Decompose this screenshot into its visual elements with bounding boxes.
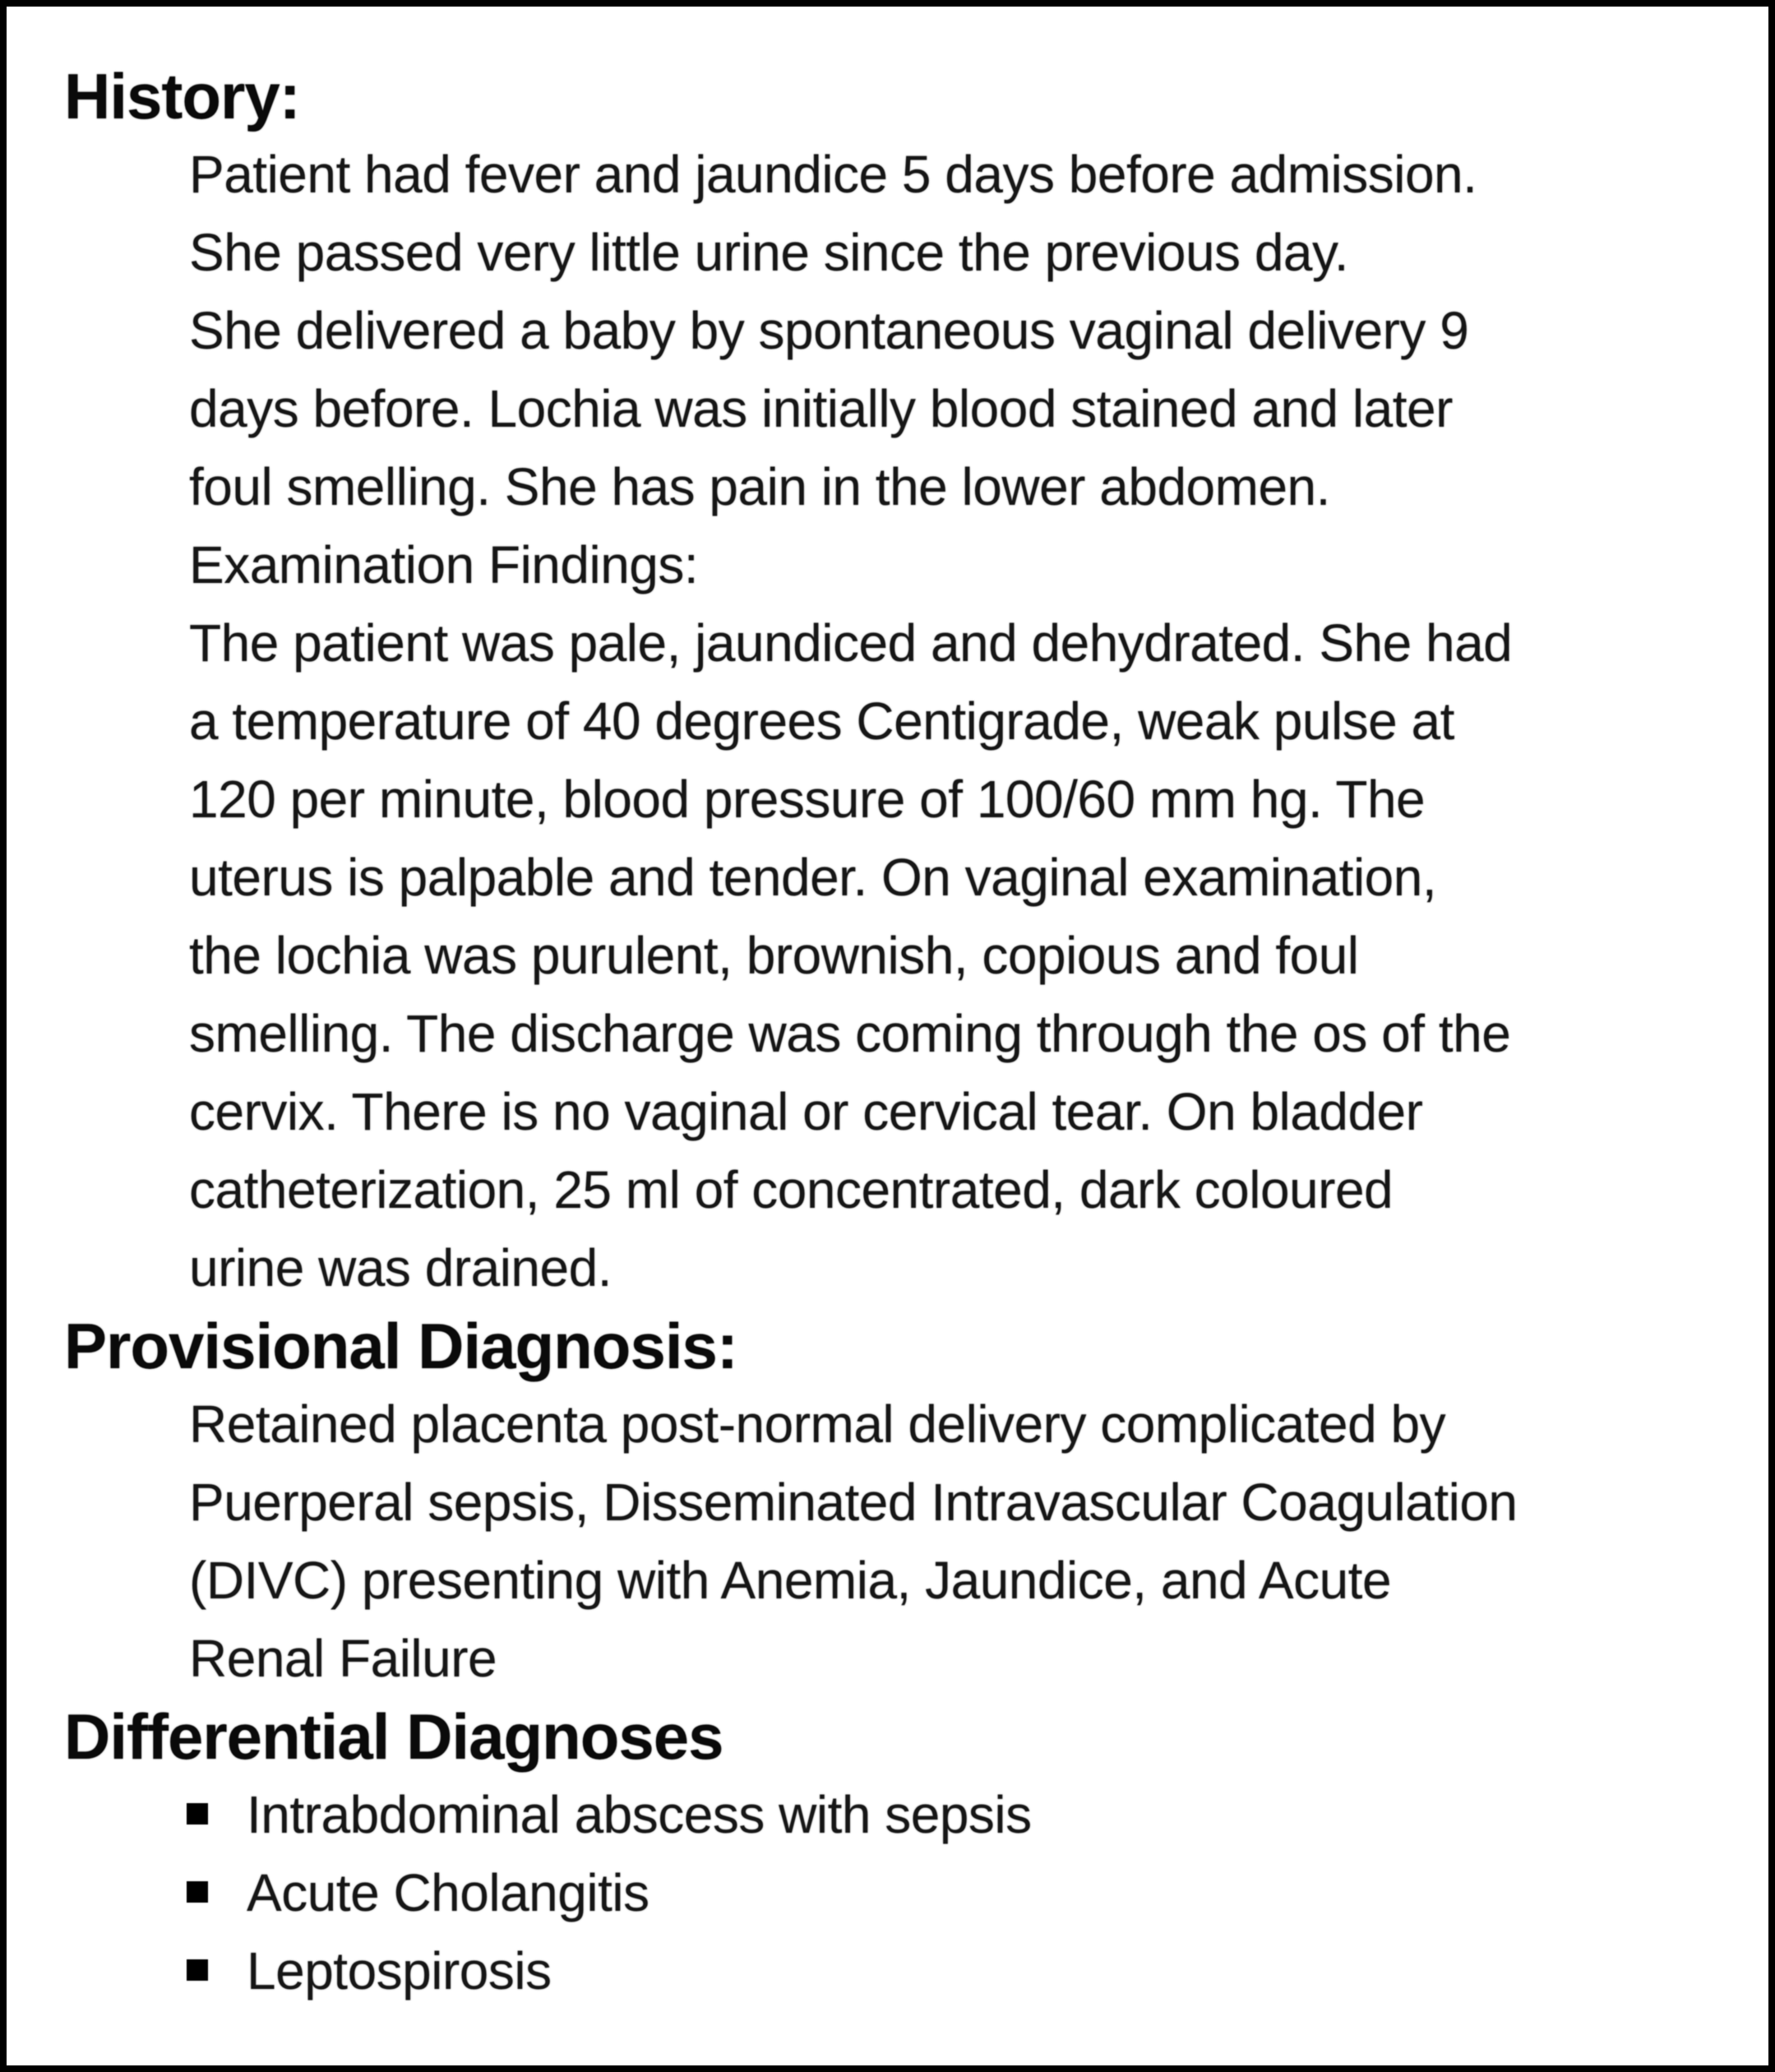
body-text-line: She passed very little urine since the previous day. [189, 223, 1349, 282]
body-text-line: the lochia was purulent, brownish, copious and foul [189, 926, 1359, 985]
section-heading: Differential Diagnoses [64, 1700, 723, 1773]
body-text-line: cervix. There is no vaginal or cervical tear. On bladder [189, 1082, 1423, 1141]
bullet-item-label: Intrabdominal abscess with sepsis [247, 1785, 1032, 1844]
body-text-line: 120 per minute, blood pressure of 100/60 mm hg. The [189, 770, 1426, 829]
bullet-list-item [7, 1854, 1768, 1932]
body-text-line: Patient had fever and jaundice 5 days before admission. [189, 145, 1477, 204]
section-heading: Provisional Diagnosis: [64, 1310, 737, 1382]
body-text-line: The patient was pale, jaundiced and dehydrated. She had [189, 613, 1513, 673]
body-text-line: a temperature of 40 degrees Centigrade, weak pulse at [189, 691, 1454, 751]
bullet-square-icon [187, 1959, 208, 1981]
body-text-line: days before. Lochia was initially blood stained and later [189, 379, 1453, 438]
clinical-case-document [7, 7, 1768, 2065]
body-text-line: smelling. The discharge was coming through the os of the [189, 1004, 1511, 1063]
body-text-line: Examination Findings: [189, 535, 699, 594]
bullet-list-item [7, 1932, 1768, 2010]
section-heading: History: [64, 60, 300, 132]
bullet-square-icon [187, 1803, 208, 1825]
body-text-line: Renal Failure [189, 1629, 497, 1688]
body-text-line: Retained placenta post-normal delivery complicated by [189, 1394, 1446, 1454]
body-text-line: foul smelling. She has pain in the lower abdomen. [189, 457, 1330, 516]
body-text-line: (DIVC) presenting with Anemia, Jaundice, and Acute [189, 1551, 1392, 1610]
body-text-line: catheterization, 25 ml of concentrated, dark coloured [189, 1160, 1394, 1219]
bullet-item-label: Acute Cholangitis [247, 1863, 649, 1922]
bullet-list-item [7, 1776, 1768, 1854]
body-text-line: Puerperal sepsis, Disseminated Intravascular Coagulation [189, 1473, 1518, 1532]
body-text-line: uterus is palpable and tender. On vaginal examination, [189, 848, 1437, 907]
body-text-line: urine was drained. [189, 1238, 612, 1297]
body-text-line: She delivered a baby by spontaneous vaginal delivery 9 [189, 301, 1469, 360]
bullet-item-label: Leptospirosis [247, 1941, 552, 2000]
bullet-square-icon [187, 1881, 208, 1903]
